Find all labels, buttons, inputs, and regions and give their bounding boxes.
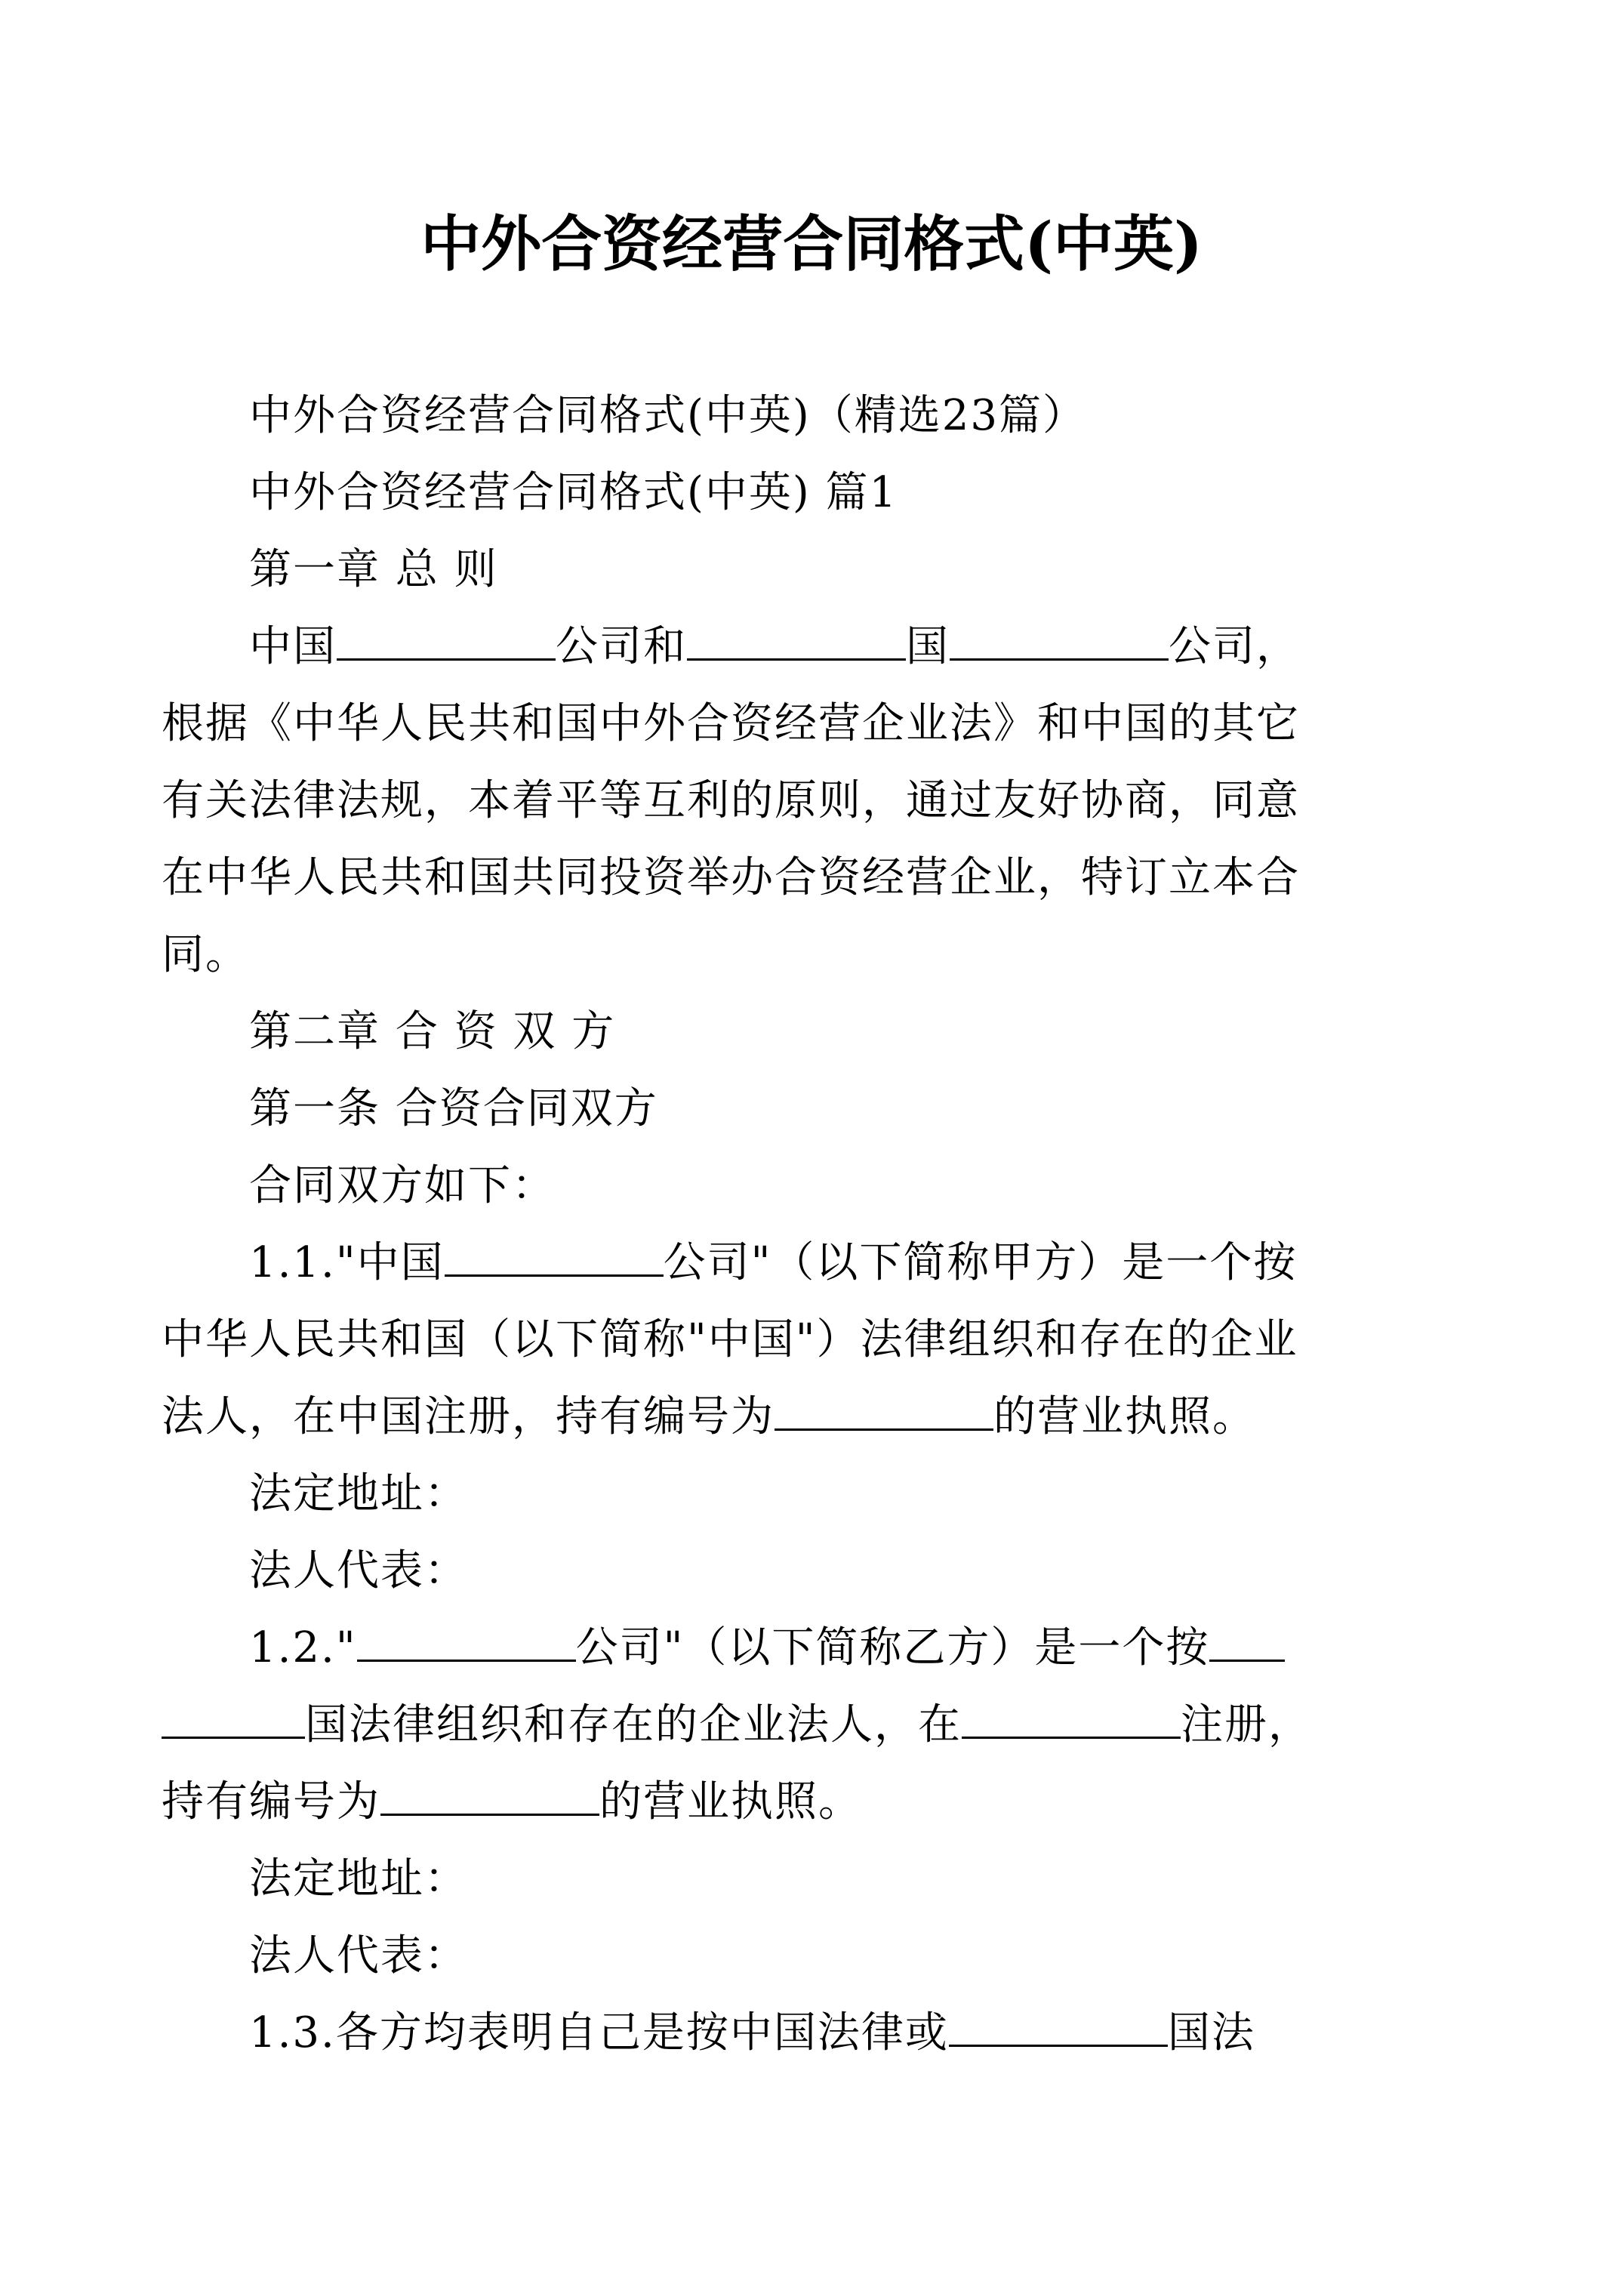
clause-text: 持有编号为 xyxy=(162,1777,380,1826)
document-subtitle: 中外合资经营合同格式(中英)（精选23篇） xyxy=(249,391,1086,440)
preamble-line: 同。 xyxy=(162,930,249,979)
fill-in-blank xyxy=(357,1619,576,1662)
clause-text: 国法 xyxy=(1167,2008,1255,2057)
clause-text: 国法律组织和存在的企业法人，在 xyxy=(305,1700,962,1749)
document-body xyxy=(162,378,1374,2072)
legal-address-label: 法定地址： xyxy=(249,1469,468,1518)
section-heading: 中外合资经营合同格式(中英) 篇1 xyxy=(249,468,898,517)
preamble-line: 根据《中华人民共和国中外合资经营企业法》和中国的其它 xyxy=(162,699,1300,748)
fill-in-blank xyxy=(380,1773,599,1816)
clause-text: 1.3.各方均表明自己是按中国法律或 xyxy=(249,2008,949,2057)
clause-text: 公司"（以下简称甲方）是一个按 xyxy=(663,1238,1298,1287)
clause-line: 中华人民共和国（以下简称"中国"）法律组织和存在的企业 xyxy=(162,1315,1298,1364)
legal-address-label: 法定地址： xyxy=(249,1854,468,1903)
legal-representative-label: 法人代表： xyxy=(249,1931,468,1980)
clause-text: 公司"（以下简称乙方）是一个按 xyxy=(575,1623,1210,1672)
fill-in-blank xyxy=(445,1234,664,1277)
fill-in-blank xyxy=(962,1696,1181,1739)
fill-in-blank xyxy=(1209,1619,1285,1662)
preamble-text: 中国 xyxy=(249,622,337,671)
fill-in-blank xyxy=(775,1388,993,1431)
chapter-2-heading: 第二章 合 资 双 方 xyxy=(249,1007,616,1056)
clause-text: 注册， xyxy=(1181,1700,1312,1749)
clause-text: 的营业执照。 xyxy=(993,1392,1256,1441)
preamble-text: 公司， xyxy=(1169,622,1300,671)
preamble-text: 公司和 xyxy=(556,622,687,671)
preamble-line: 在中华人民共和国共同投资举办合资经营企业，特订立本合 xyxy=(162,853,1300,902)
clause-1-2 xyxy=(162,1610,1374,1841)
fill-in-blank xyxy=(949,2004,1168,2047)
preamble-text: 国 xyxy=(906,622,950,671)
legal-representative-label: 法人代表： xyxy=(249,1546,468,1595)
fill-in-blank xyxy=(162,1696,305,1739)
clause-text: 1.1."中国 xyxy=(249,1238,445,1287)
parties-intro: 合同双方如下： xyxy=(249,1161,556,1210)
preamble-paragraph xyxy=(162,609,1374,994)
clause-text: 的营业执照。 xyxy=(599,1777,862,1826)
document-title: 中外合资经营合同格式(中英) xyxy=(420,208,1203,279)
fill-in-blank xyxy=(337,618,556,661)
article-1-heading: 第一条 合资合同双方 xyxy=(249,1084,658,1133)
clause-text: 1.2." xyxy=(249,1623,357,1672)
clause-1-1 xyxy=(162,1225,1374,1456)
clause-1-3 xyxy=(249,1995,1374,2072)
fill-in-blank xyxy=(687,618,906,661)
fill-in-blank xyxy=(950,618,1169,661)
preamble-line: 有关法律法规，本着平等互利的原则，通过友好协商，同意 xyxy=(162,776,1300,825)
chapter-1-heading: 第一章 总 则 xyxy=(249,545,498,594)
clause-text: 法人，在中国注册，持有编号为 xyxy=(162,1392,775,1441)
